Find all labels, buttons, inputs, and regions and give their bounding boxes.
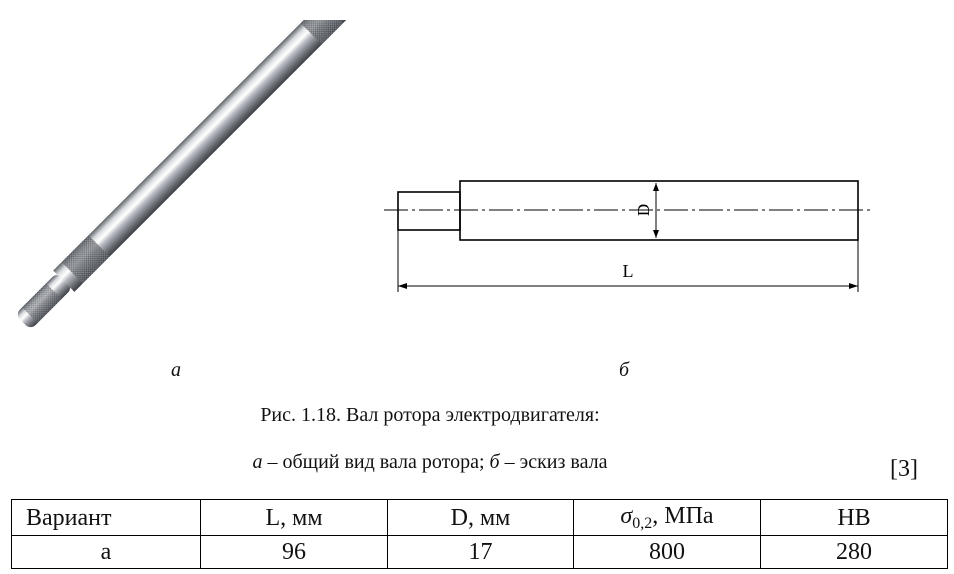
header-hardness: HB xyxy=(761,500,948,536)
figure-label-b: б xyxy=(619,359,630,381)
cell-hardness: 280 xyxy=(761,536,948,569)
figure-label-a: а xyxy=(171,359,181,381)
shaft-sketch xyxy=(380,160,890,310)
shaft-step xyxy=(398,192,460,230)
sigma-subscript: 0,2 xyxy=(632,515,653,532)
subcaption-a-marker: а xyxy=(252,451,263,473)
reference-number: [3] xyxy=(890,456,918,482)
parameters-table xyxy=(11,499,948,569)
subcaption-a-text: – общий вид вала ротора; xyxy=(262,451,490,473)
header-length: L, мм xyxy=(201,500,388,536)
figure-caption: Рис. 1.18. Вал ротора электродвигателя: xyxy=(260,404,600,426)
header-yield-strength xyxy=(574,500,761,536)
header-diameter: D, мм xyxy=(388,500,574,536)
cell-yield-strength: 800 xyxy=(574,536,761,569)
table-row xyxy=(12,536,948,569)
table-header-row xyxy=(12,500,948,536)
sigma-symbol: σ xyxy=(620,503,633,529)
cell-variant: а xyxy=(12,536,201,569)
subcaption-b-marker: б xyxy=(489,451,500,473)
header-variant: Вариант xyxy=(12,500,201,536)
cell-length: 96 xyxy=(201,536,388,569)
figure-subcaption xyxy=(0,451,860,473)
sigma-unit: , МПа xyxy=(652,503,714,529)
subcaption-b-text: – эскиз вала xyxy=(499,451,608,473)
dimension-l-label: L xyxy=(622,261,634,281)
shaft-photo xyxy=(0,20,380,350)
cell-diameter: 17 xyxy=(388,536,574,569)
dimension-d-label: D xyxy=(634,203,653,217)
